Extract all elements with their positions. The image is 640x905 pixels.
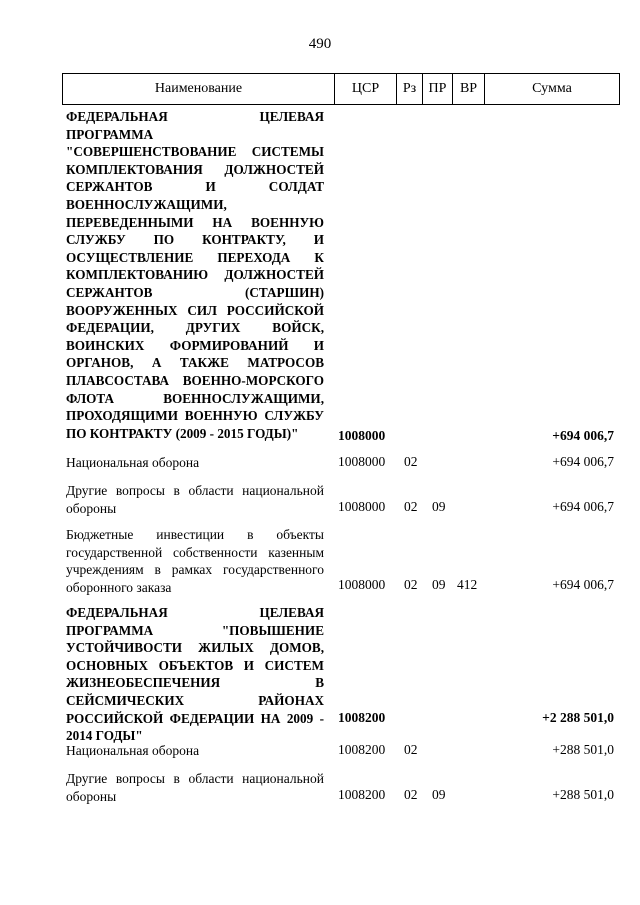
row-sum: +694 006,7 bbox=[552, 428, 614, 443]
row-name: ФЕДЕРАЛЬНАЯ ЦЕЛЕВАЯ ПРОГРАММА "СОВЕРШЕНСТВОВАНИЕ СИСТЕМЫ КОМПЛЕКТОВАНИЯ ДОЛЖНОСТЕЙ СЕРЖАНТОВ И СОЛДАТ ВОЕННОСЛУЖАЩИМИ, ПЕРЕВЕДЕННЫМИ НА ВОЕННУЮ СЛУЖБУ ПО КОНТРАКТУ, И ОСУЩЕСТВЛЕНИЕ ПЕРЕХОДА К КОМПЛЕКТОВАНИЮ ДОЛЖНОСТЕЙ СЕРЖАНТОВ (СТАРШИН) ВООРУЖЕННЫХ СИЛ РОССИЙСКОЙ ФЕДЕРАЦИИ, ДРУГИХ ВОЙСК, ВОИНСКИХ ФОРМИРОВАНИЙ И ОРГАНОВ, А ТАКЖЕ МАТРОСОВ ПЛАВСОСТАВА ВОЕННО-МОРСКОГО ФЛОТА ВОЕННОСЛУЖАЩИМИ, ПРОХОДЯЩИМИ ВОЕННУЮ СЛУЖБУ ПО КОНТРАКТУ (2009 - 2015 ГОДЫ)" bbox=[66, 109, 324, 441]
row-rz: 02 bbox=[404, 742, 418, 757]
row-rz: 02 bbox=[404, 454, 418, 469]
row-csr: 1008000 bbox=[338, 428, 386, 443]
row-pr: 09 bbox=[432, 499, 446, 514]
column-header-pr: ПР bbox=[423, 74, 453, 104]
table-header bbox=[62, 73, 620, 105]
column-header-name: Наименование bbox=[63, 74, 335, 104]
row-rz: 02 bbox=[404, 499, 418, 514]
row-name: ФЕДЕРАЛЬНАЯ ЦЕЛЕВАЯ ПРОГРАММА "ПОВЫШЕНИЕ УСТОЙЧИВОСТИ ЖИЛЫХ ДОМОВ, ОСНОВНЫХ ОБЪЕКТОВ И СИСТЕМ ЖИЗНЕОБЕСПЕЧЕНИЯ В СЕЙСМИЧЕСКИХ РАЙОНАХ РОССИЙСКОЙ ФЕДЕРАЦИИ НА 2009 - 2014 ГОДЫ" bbox=[66, 605, 324, 744]
row-rz: 02 bbox=[404, 787, 418, 802]
row-csr: 1008200 bbox=[338, 787, 386, 802]
row-pr: 09 bbox=[432, 787, 446, 802]
row-csr: 1008200 bbox=[338, 710, 386, 725]
row-name: Национальная оборона bbox=[66, 455, 200, 470]
row-sum: +288 501,0 bbox=[552, 742, 614, 757]
row-csr: 1008200 bbox=[338, 742, 386, 757]
row-pr: 09 bbox=[432, 577, 446, 592]
row-sum: +694 006,7 bbox=[552, 577, 614, 592]
row-name: Другие вопросы в области национальной обороны bbox=[66, 483, 324, 516]
row-name: Другие вопросы в области национальной обороны bbox=[66, 771, 324, 804]
column-header-csr: ЦСР bbox=[335, 74, 397, 104]
column-header-vr: ВР bbox=[453, 74, 485, 104]
row-name: Национальная оборона bbox=[66, 743, 200, 758]
row-sum: +288 501,0 bbox=[552, 787, 614, 802]
column-header-rz: Рз bbox=[397, 74, 423, 104]
page-number: 490 bbox=[308, 36, 332, 52]
row-csr: 1008000 bbox=[338, 499, 386, 514]
row-csr: 1008000 bbox=[338, 577, 386, 592]
row-sum: +694 006,7 bbox=[552, 454, 614, 469]
row-sum: +2 288 501,0 bbox=[542, 710, 614, 725]
row-sum: +694 006,7 bbox=[552, 499, 614, 514]
row-csr: 1008000 bbox=[338, 454, 386, 469]
row-vr: 412 bbox=[457, 577, 478, 592]
row-rz: 02 bbox=[404, 577, 418, 592]
row-name: Бюджетные инвестиции в объекты государственной собственности казенным учреждениям в рамках государственного оборонного заказа bbox=[66, 527, 324, 595]
column-header-sum: Сумма bbox=[532, 81, 572, 96]
